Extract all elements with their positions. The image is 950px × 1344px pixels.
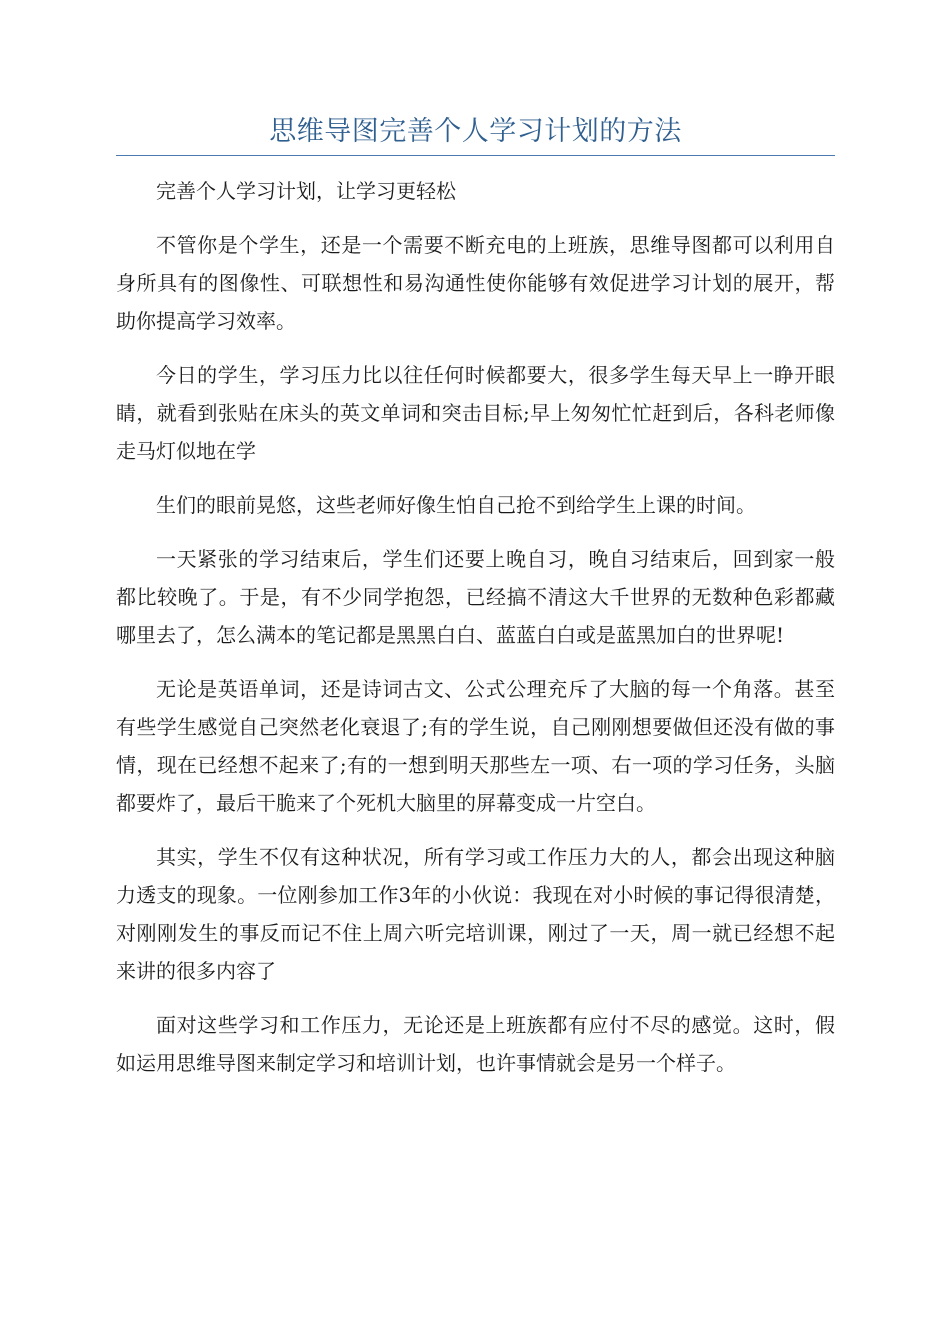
paragraph: 面对这些学习和工作压力，无论还是上班族都有应付不尽的感觉。这时，假如运用思维导图来制定学习和培训计划，也许事情就会是另一个样子。 bbox=[116, 1013, 835, 1075]
paragraph: 不管你是个学生，还是一个需要不断充电的上班族，思维导图都可以利用自身所具有的图像性、可联想性和易沟通性使你能够有效促进学习计划的展开，帮助你提高学习效率。 bbox=[116, 233, 835, 333]
paragraph: 其实，学生不仅有这种状况，所有学习或工作压力大的人，都会出现这种脑力透支的现象。一位刚参加工作3年的小伙说：我现在对小时候的事记得很清楚，对刚刚发生的事反而记不住上周六听完培训课，刚过了一天，周一就已经想不起来讲的很多内容了 bbox=[116, 845, 835, 983]
title-underline bbox=[116, 155, 835, 156]
paragraph: 无论是英语单词，还是诗词古文、公式公理充斥了大脑的每一个角落。甚至有些学生感觉自己突然老化衰退了;有的学生说，自己刚刚想要做但还没有做的事情，现在已经想不起来了;有的一想到明天那些左一项、右一项的学习任务，头脑都要炸了，最后干脆来了个死机大脑里的屏幕变成一片空白。 bbox=[116, 677, 835, 815]
document-title: 思维导图完善个人学习计划的方法 bbox=[269, 116, 682, 147]
paragraph: 生们的眼前晃悠，这些老师好像生怕自己抢不到给学生上课的时间。 bbox=[156, 493, 756, 517]
document-body bbox=[116, 172, 835, 1098]
paragraph-subtitle: 完善个人学习计划，让学习更轻松 bbox=[156, 179, 456, 203]
paragraph: 今日的学生，学习压力比以往任何时候都要大，很多学生每天早上一睁开眼睛，就看到张贴在床头的英文单词和突击目标;早上匆匆忙忙赶到后，各科老师像走马灯似地在学 bbox=[116, 363, 835, 463]
paragraph: 一天紧张的学习结束后，学生们还要上晚自习，晚自习结束后，回到家一般都比较晚了。于是，有不少同学抱怨，已经搞不清这大千世界的无数种色彩都藏哪里去了，怎么满本的笔记都是黑黑白白、蓝蓝白白或是蓝黑加白的世界呢! bbox=[116, 547, 835, 647]
